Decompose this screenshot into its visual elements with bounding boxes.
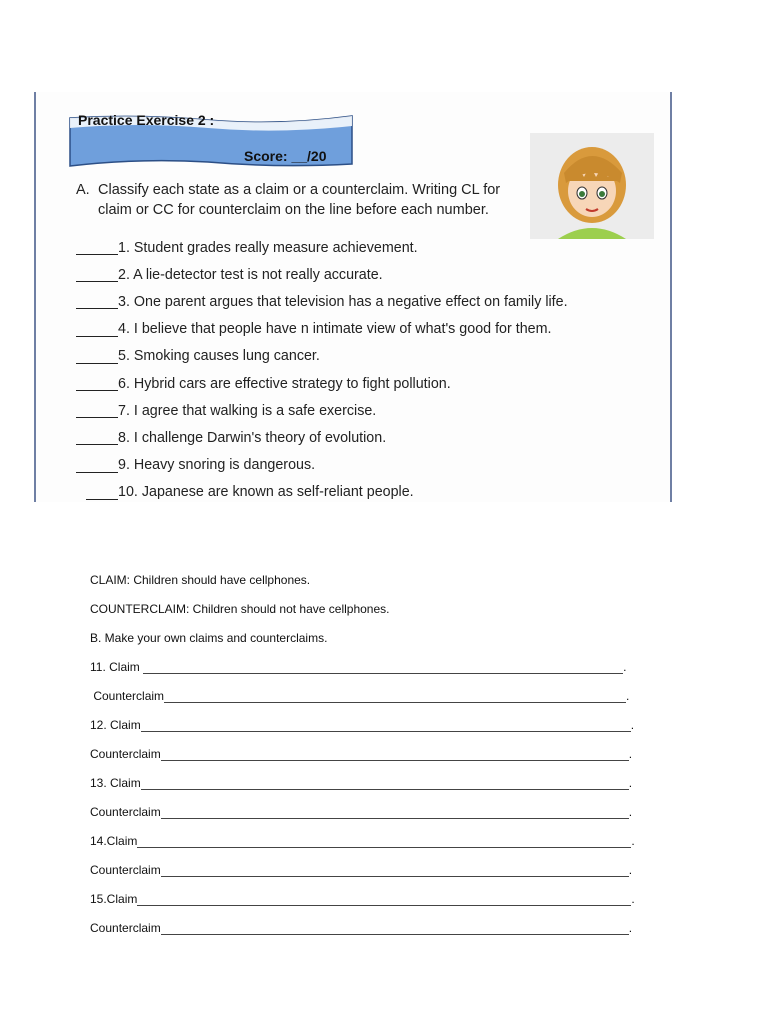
answer-blank[interactable]	[76, 403, 118, 418]
question-text: 6. Hybrid cars are effective strategy to fight pollution.	[118, 375, 451, 392]
claim-line	[90, 819, 650, 848]
question-text: 4. I believe that people have n intimate view of what's good for them.	[118, 321, 552, 338]
girl-illustration	[530, 133, 654, 239]
counterclaim-line	[90, 732, 650, 761]
scan-border-right	[670, 92, 672, 502]
answer-blank[interactable]	[76, 430, 118, 445]
instruction-line-1: Classify each state as a claim or a counterclaim. Writing CL for	[98, 182, 501, 198]
question-item	[76, 424, 656, 451]
answer-blank[interactable]	[76, 267, 118, 282]
section-b-text: B. Make your own claims and counterclaims.	[90, 631, 328, 645]
answer-rule[interactable]	[137, 835, 631, 848]
question-item	[76, 343, 656, 370]
counterclaim-line	[90, 674, 650, 703]
line-label: Counterclaim	[90, 805, 161, 819]
question-text: 1. Student grades really measure achievement.	[118, 239, 418, 256]
score-label: Score: __/20	[244, 148, 327, 164]
line-period: .	[628, 863, 633, 877]
line-label: Counterclaim	[90, 747, 161, 761]
line-period: .	[628, 805, 633, 819]
line-period: .	[630, 718, 635, 732]
example-counterclaim-text: COUNTERCLAIM: Children should not have cellphones.	[90, 602, 390, 616]
answer-blank[interactable]	[76, 294, 118, 309]
line-period: .	[628, 921, 633, 935]
question-item	[76, 316, 656, 343]
instructions	[76, 180, 536, 220]
answer-rule[interactable]	[141, 777, 629, 790]
line-period: .	[631, 834, 635, 848]
answer-rule[interactable]	[164, 690, 626, 703]
answer-blank[interactable]	[76, 458, 118, 473]
question-text: 10. Japanese are known as self-reliant people.	[118, 484, 414, 501]
question-item	[76, 397, 656, 424]
example-counterclaim	[90, 587, 650, 616]
instruction-line-2: claim or CC for counterclaim on the line before each number.	[98, 202, 489, 218]
line-label: 13. Claim	[90, 776, 141, 790]
line-period: .	[631, 892, 635, 906]
example-claim-text: CLAIM: Children should have cellphones.	[90, 573, 311, 587]
answer-blank[interactable]	[76, 240, 118, 255]
answer-rule[interactable]	[161, 806, 629, 819]
claim-line	[90, 761, 650, 790]
answer-rule[interactable]	[161, 864, 629, 877]
typed-section	[90, 558, 650, 935]
scan-border-left	[34, 92, 36, 502]
worksheet-title: Practice Exercise 2 :	[78, 112, 215, 128]
answer-rule[interactable]	[143, 661, 623, 674]
question-text: 3. One parent argues that television has a negative effect on family life.	[118, 293, 568, 310]
claim-line	[90, 645, 650, 674]
line-label: 15.Claim	[90, 892, 138, 906]
answer-blank[interactable]	[86, 485, 118, 500]
question-text: 7. I agree that walking is a safe exercise.	[118, 402, 377, 419]
question-text: 5. Smoking causes lung cancer.	[118, 348, 320, 365]
question-item	[76, 261, 656, 288]
counterclaim-line	[90, 790, 650, 819]
section-b-heading	[90, 616, 650, 645]
line-label: 14.Claim	[90, 834, 138, 848]
question-text: 8. I challenge Darwin's theory of evolution.	[118, 429, 387, 446]
line-label: 11. Claim	[90, 660, 144, 674]
question-item	[76, 452, 656, 479]
line-period: .	[626, 689, 630, 703]
instruction-letter: A.	[76, 182, 90, 198]
answer-blank[interactable]	[76, 349, 118, 364]
claim-line	[90, 703, 650, 732]
line-label: Counterclaim	[90, 863, 161, 877]
answer-rule[interactable]	[137, 893, 631, 906]
line-label: Counterclaim	[90, 689, 165, 703]
question-item	[76, 288, 656, 315]
question-text: 2. A lie-detector test is not really accurate.	[118, 266, 383, 283]
line-label: 12. Claim	[90, 718, 141, 732]
example-claim	[90, 558, 650, 587]
claim-line	[90, 877, 650, 906]
answer-rule[interactable]	[161, 748, 629, 761]
line-period: .	[628, 747, 633, 761]
question-item	[76, 479, 656, 506]
question-item	[76, 370, 656, 397]
title-banner	[68, 112, 354, 168]
answer-blank[interactable]	[76, 322, 118, 337]
line-period: .	[628, 776, 633, 790]
counterclaim-line	[90, 848, 650, 877]
line-label: Counterclaim	[90, 921, 161, 935]
answer-rule[interactable]	[161, 922, 629, 935]
question-list	[76, 234, 656, 506]
answer-blank[interactable]	[76, 376, 118, 391]
question-text: 9. Heavy snoring is dangerous.	[118, 457, 316, 474]
counterclaim-line	[90, 906, 650, 935]
answer-rule[interactable]	[141, 719, 631, 732]
question-item	[76, 234, 656, 261]
line-period: .	[623, 660, 627, 674]
